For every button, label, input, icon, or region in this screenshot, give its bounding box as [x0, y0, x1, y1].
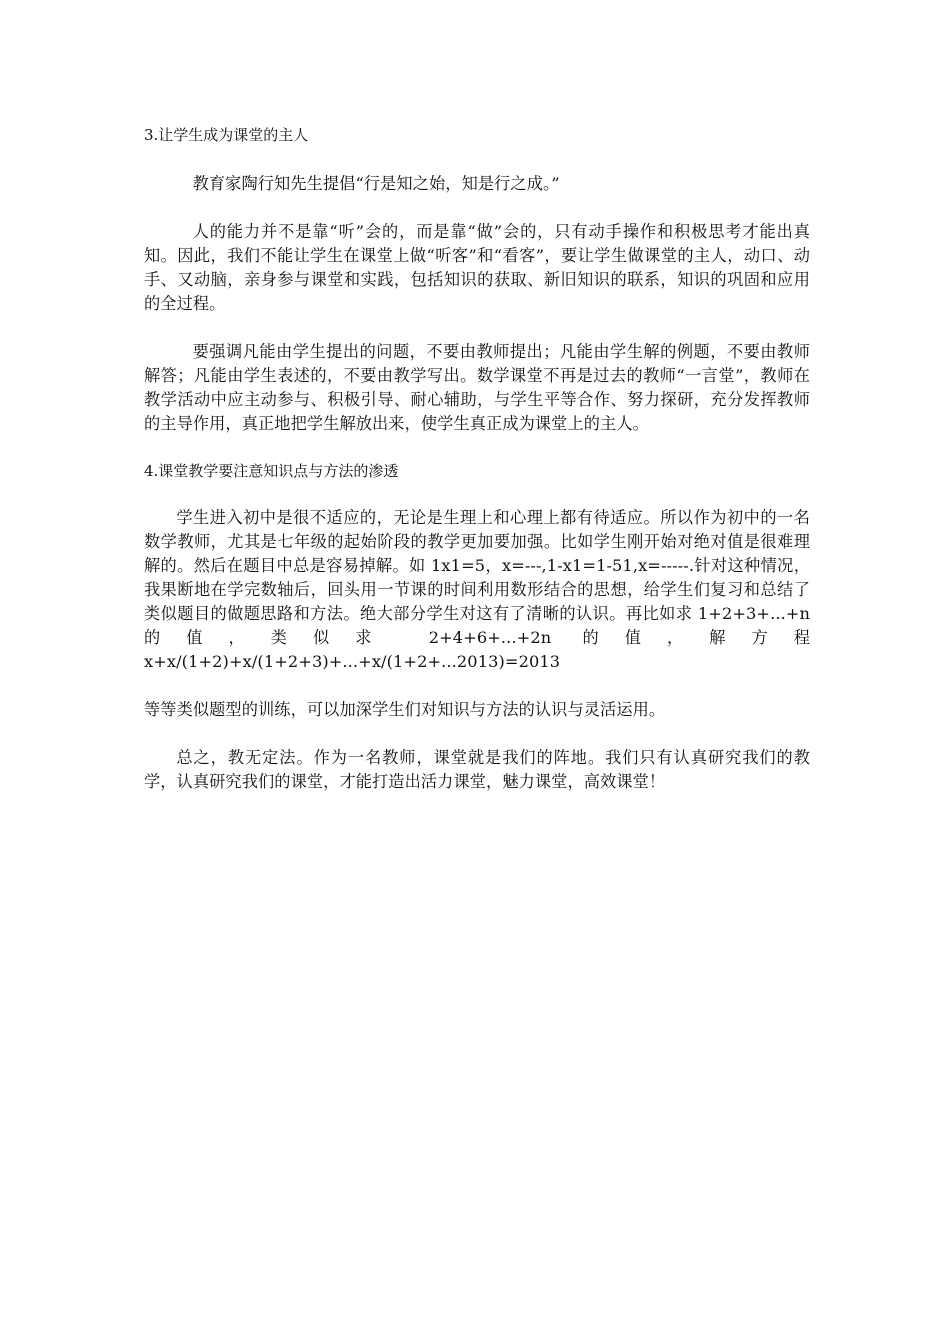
- students-paragraph: 学生进入初中是很不适应的，无论是生理上和心理上都有待适应。所以作为初中的一名数学教师，尤其是七年级的起始阶段的教学更加要加强。比如学生刚开始对绝对值是很难理解的。然后在题目中总是容易掉解。如 1x1=5，x=---,1-x1=1-51,x=-----.针对这种情况，我果断地在学完数轴后，回头用一节课的时间利用数形结合的思想，给学生们复习和总结了类似题目的做题思路和方法。绝大部分学生对这有了清晰的认识。再比如求 1+2+3+...+n 的值，类似求 2+4+6+...+2n 的值，解方程 x+x/(1+2)+x/(1+2+3)+...+x/(1+2+...2013)=2013: [144, 508, 810, 671]
- document-body: [144, 122, 810, 794]
- quote-paragraph: 教育家陶行知先生提倡“行是知之始，知是行之成。”: [192, 174, 560, 193]
- ability-paragraph: 人的能力并不是靠“听”会的，而是靠“做”会的，只有动手操作和积极思考才能出真知。因此，我们不能让学生在课堂上做“听客”和“看客”，要让学生做课堂的主人，动口、动手、又动脑，亲身参与课堂和实践，包括知识的获取、新旧知识的联系，知识的巩固和应用的全过程。: [144, 222, 810, 313]
- section-heading-3: 3.让学生成为课堂的主人: [144, 126, 309, 144]
- training-paragraph: 等等类似题型的训练，可以加深学生们对知识与方法的认识与灵活运用。: [144, 700, 666, 719]
- section-heading-4: 4.课堂教学要注意知识点与方法的渗透: [144, 462, 399, 480]
- conclusion-paragraph: 总之，教无定法。作为一名教师，课堂就是我们的阵地。我们只有认真研究我们的教学，认真研究我们的课堂，才能打造出活力课堂，魅力课堂，高效课堂！: [144, 748, 810, 791]
- emphasis-paragraph: 要强调凡能由学生提出的问题，不要由教师提出；凡能由学生解的例题，不要由教师解答；凡能由学生表述的，不要由教学写出。数学课堂不再是过去的教师“一言堂”，教师在教学活动中应主动参与、积极引导、耐心辅助，与学生平等合作、努力探研，充分发挥教师的主导作用，真正地把学生解放出来，使学生真正成为课堂上的主人。: [144, 342, 810, 433]
